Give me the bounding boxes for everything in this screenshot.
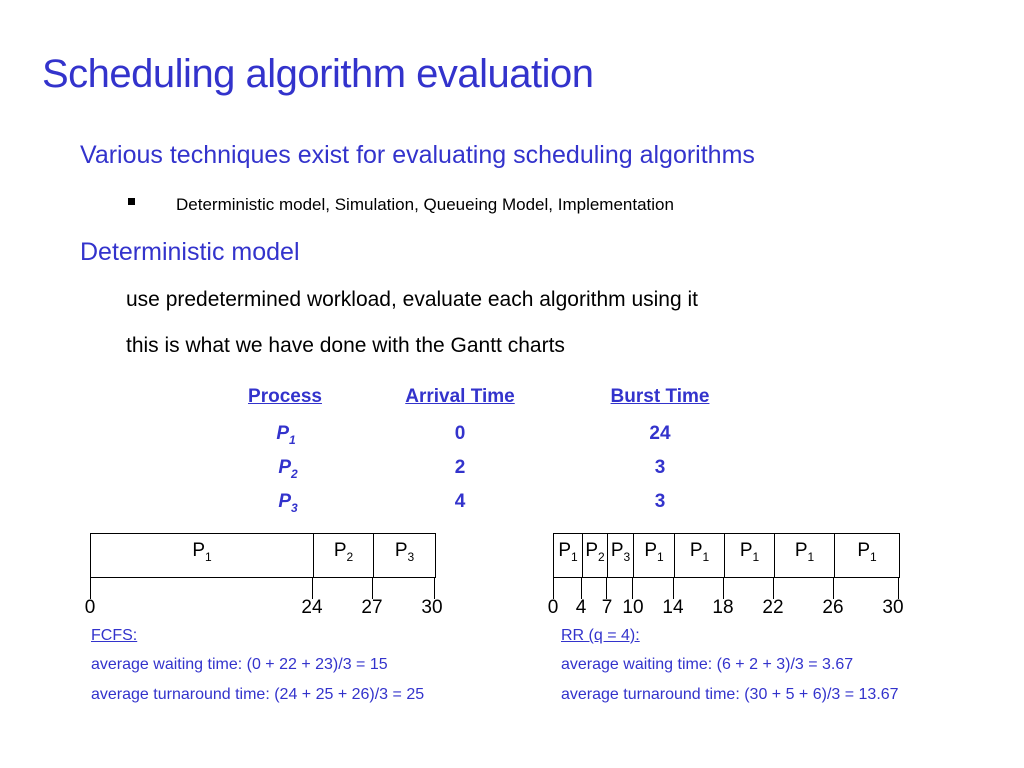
rr-tick-label: 7 bbox=[601, 597, 613, 618]
fcfs-tick-label: 24 bbox=[301, 597, 323, 618]
det-line-2: this is what we have done with the Gantt charts bbox=[126, 334, 565, 357]
segment-subscript: 3 bbox=[407, 549, 415, 564]
gantt-segment bbox=[607, 534, 633, 578]
rr-label: RR (q = 4): bbox=[561, 627, 640, 644]
fcfs-tick-label: 30 bbox=[421, 597, 443, 618]
fcfs-tick bbox=[434, 577, 435, 599]
segment-letter: P bbox=[794, 540, 808, 561]
fcfs-avg-waiting: average waiting time: (0 + 22 + 23)/3 = 15 bbox=[91, 656, 388, 673]
fcfs-timeline-axis bbox=[90, 577, 436, 578]
process-subscript: 2 bbox=[291, 466, 298, 481]
gantt-segment bbox=[674, 534, 724, 578]
table-cell-process bbox=[226, 423, 346, 447]
rr-avg-turnaround: average turnaround time: (30 + 5 + 6)/3 = 13.67 bbox=[561, 686, 899, 703]
process-letter: P bbox=[276, 423, 289, 444]
segment-letter: P bbox=[394, 540, 408, 561]
fcfs-gantt-chart bbox=[90, 533, 436, 578]
rr-tick-label: 26 bbox=[822, 597, 844, 618]
rr-tick-label: 0 bbox=[547, 597, 559, 618]
rr-tick-label: 30 bbox=[882, 597, 904, 618]
process-letter: P bbox=[278, 491, 291, 512]
bullet-deterministic: Deterministic model bbox=[80, 238, 300, 266]
gantt-segment bbox=[373, 534, 435, 578]
table-cell-arrival: 0 bbox=[454, 423, 466, 444]
process-subscript: 1 bbox=[289, 432, 296, 447]
rr-tick bbox=[581, 577, 582, 599]
segment-letter: P bbox=[333, 540, 347, 561]
segment-subscript: 1 bbox=[571, 549, 578, 564]
segment-letter: P bbox=[739, 540, 753, 561]
gantt-segment bbox=[313, 534, 373, 578]
rr-tick-label: 10 bbox=[622, 597, 644, 618]
segment-subscript: 2 bbox=[346, 549, 354, 564]
table-cell-arrival: 2 bbox=[454, 457, 466, 478]
table-header-burst: Burst Time bbox=[610, 386, 710, 407]
table-cell-burst: 3 bbox=[654, 491, 666, 512]
table-cell-process bbox=[228, 457, 348, 481]
fcfs-tick bbox=[312, 577, 313, 599]
segment-subscript: 1 bbox=[752, 549, 760, 564]
process-subscript: 3 bbox=[291, 500, 298, 515]
rr-tick bbox=[898, 577, 899, 599]
fcfs-tick bbox=[90, 577, 91, 599]
segment-subscript: 1 bbox=[205, 549, 212, 564]
rr-tick bbox=[632, 577, 633, 599]
rr-tick-label: 22 bbox=[762, 597, 784, 618]
bullet-techniques-sub: Deterministic model, Simulation, Queueing Model, Implementation bbox=[176, 195, 674, 214]
table-cell-arrival: 4 bbox=[454, 491, 466, 512]
det-line-1: use predetermined workload, evaluate each algorithm using it bbox=[126, 288, 698, 311]
segment-letter: P bbox=[192, 540, 205, 561]
segment-letter: P bbox=[644, 540, 657, 561]
rr-tick bbox=[553, 577, 554, 599]
slide-title: Scheduling algorithm evaluation bbox=[42, 52, 594, 96]
fcfs-tick-label: 27 bbox=[361, 597, 383, 618]
gantt-segment bbox=[633, 534, 674, 578]
gantt-segment bbox=[554, 534, 582, 578]
segment-subscript: 3 bbox=[623, 549, 631, 564]
gantt-segment bbox=[774, 534, 834, 578]
gantt-segment bbox=[582, 534, 607, 578]
rr-tick bbox=[723, 577, 724, 599]
table-cell-burst: 24 bbox=[649, 423, 671, 444]
rr-tick bbox=[833, 577, 834, 599]
rr-avg-waiting: average waiting time: (6 + 2 + 3)/3 = 3.67 bbox=[561, 656, 854, 673]
process-letter: P bbox=[278, 457, 291, 478]
segment-subscript: 1 bbox=[870, 549, 877, 564]
segment-subscript: 2 bbox=[598, 549, 605, 564]
rr-tick-label: 14 bbox=[662, 597, 684, 618]
rr-tick-label: 4 bbox=[575, 597, 587, 618]
gantt-segment bbox=[91, 534, 313, 578]
segment-subscript: 1 bbox=[702, 549, 710, 564]
segment-letter: P bbox=[689, 540, 703, 561]
square-bullet-icon bbox=[128, 198, 135, 205]
segment-letter: P bbox=[585, 540, 598, 561]
rr-tick-label: 18 bbox=[712, 597, 734, 618]
segment-letter: P bbox=[857, 540, 870, 561]
gantt-segment bbox=[724, 534, 774, 578]
gantt-segment bbox=[834, 534, 899, 578]
segment-letter: P bbox=[610, 540, 624, 561]
segment-subscript: 1 bbox=[807, 549, 815, 564]
segment-letter: P bbox=[558, 540, 571, 561]
fcfs-avg-turnaround: average turnaround time: (24 + 25 + 26)/3 = 25 bbox=[91, 686, 425, 703]
fcfs-tick-label: 0 bbox=[84, 597, 96, 618]
rr-tick bbox=[773, 577, 774, 599]
fcfs-tick bbox=[372, 577, 373, 599]
fcfs-label: FCFS: bbox=[91, 627, 138, 644]
table-cell-burst: 3 bbox=[654, 457, 666, 478]
table-header-arrival: Arrival Time bbox=[405, 386, 515, 407]
bullet-techniques: Various techniques exist for evaluating scheduling algorithms bbox=[80, 141, 755, 169]
table-cell-process bbox=[228, 491, 348, 515]
rr-tick bbox=[606, 577, 607, 599]
rr-gantt-chart bbox=[553, 533, 900, 578]
segment-subscript: 1 bbox=[657, 549, 664, 564]
table-header-process: Process bbox=[248, 386, 322, 407]
rr-tick bbox=[673, 577, 674, 599]
